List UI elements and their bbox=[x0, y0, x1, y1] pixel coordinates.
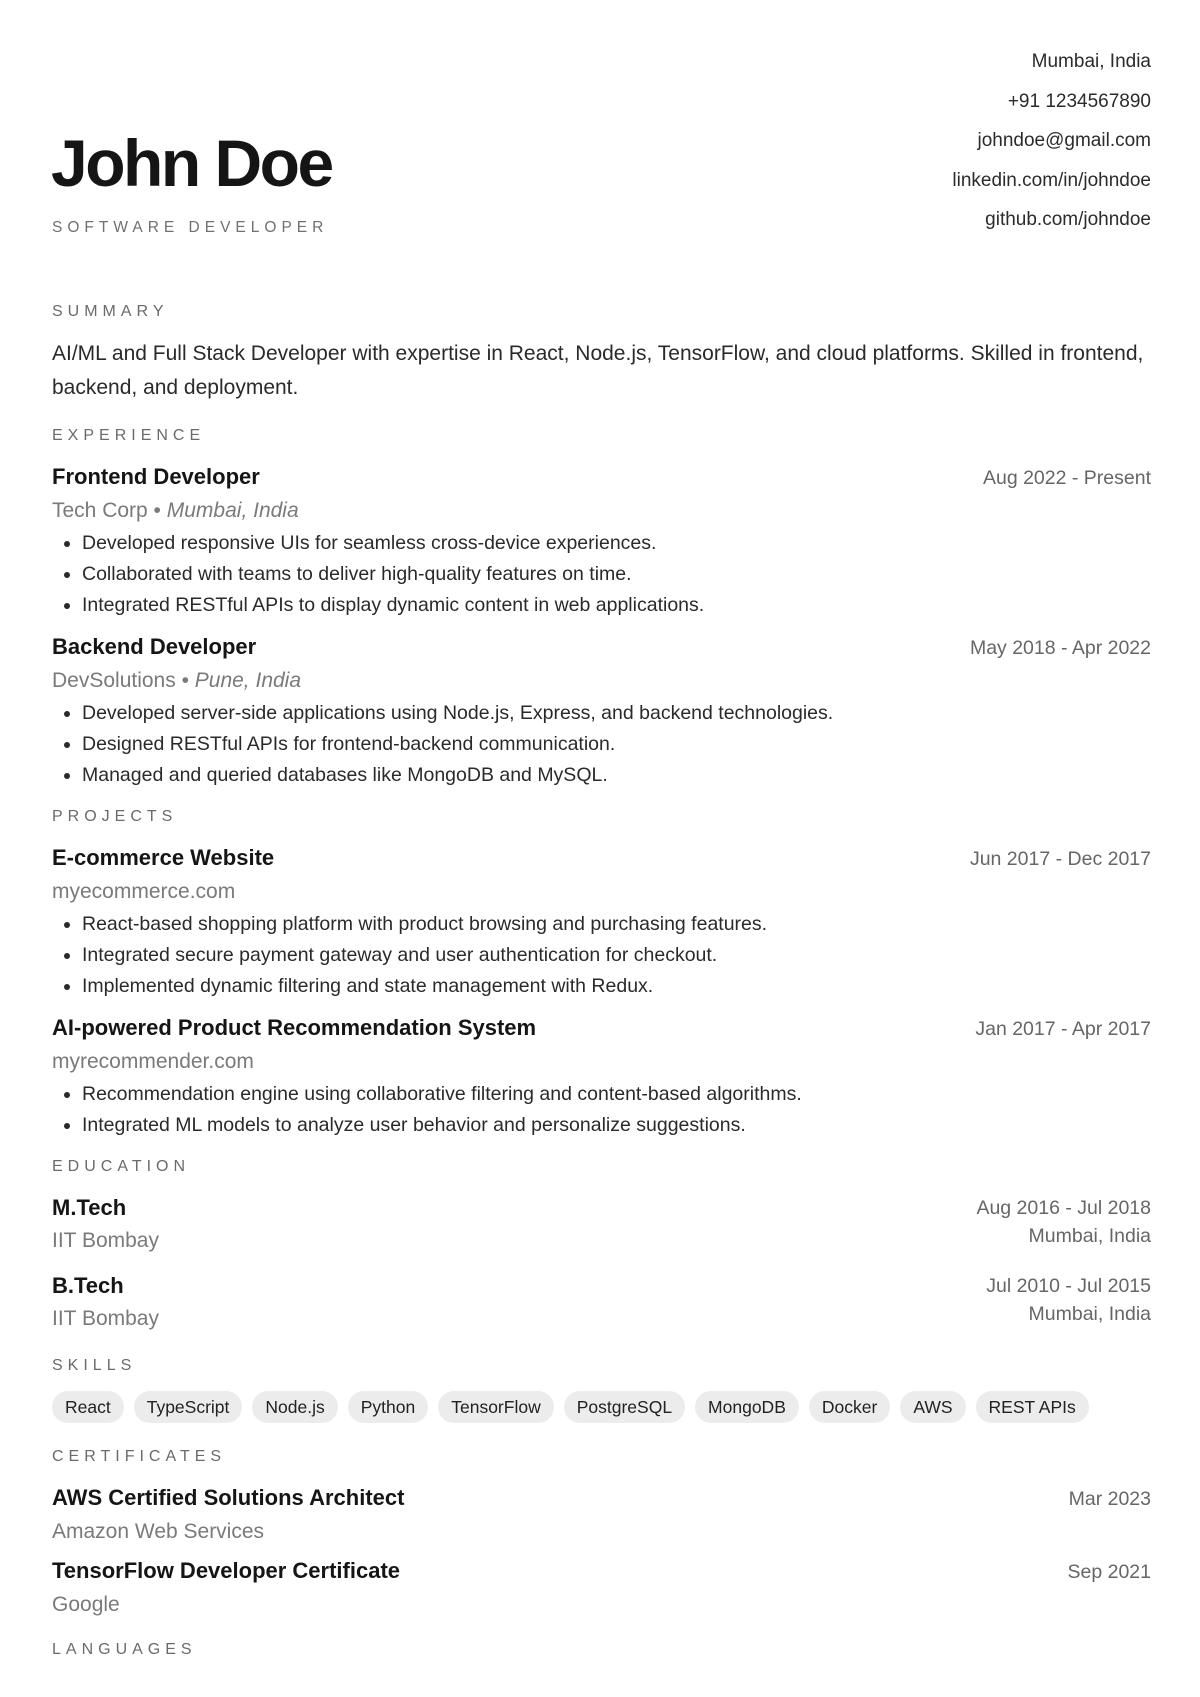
project-entry-header bbox=[52, 1012, 1151, 1045]
job-bullets bbox=[52, 528, 1151, 621]
project-name: AI-powered Product Recommendation System bbox=[52, 1015, 537, 1040]
projects-heading: PROJECTS bbox=[52, 808, 178, 825]
project-dates: Jun 2017 - Dec 2017 bbox=[969, 848, 1151, 870]
contact-github[interactable]: github.com/johndoe bbox=[985, 209, 1151, 230]
list-item: • Managed and queried databases like MongoDB and MySQL. bbox=[82, 760, 1151, 791]
project-url[interactable]: myrecommender.com bbox=[52, 1050, 254, 1073]
certificate-name: AWS Certified Solutions Architect bbox=[52, 1485, 405, 1510]
project-url[interactable]: myecommerce.com bbox=[52, 880, 236, 903]
skill-chip: REST APIs bbox=[976, 1391, 1089, 1423]
experience-entry bbox=[52, 461, 1151, 621]
summary-heading: SUMMARY bbox=[52, 303, 169, 320]
education-heading: EDUCATION bbox=[52, 1158, 191, 1175]
experience-entry bbox=[52, 631, 1151, 791]
skill-chip: TensorFlow bbox=[438, 1391, 553, 1423]
certificate-entry bbox=[52, 1482, 1151, 1549]
contact-location: Mumbai, India bbox=[1031, 51, 1151, 72]
list-item: • Integrated secure payment gateway and user authentication for checkout. bbox=[82, 940, 1151, 971]
job-location: Pune, India bbox=[194, 669, 302, 692]
resume-body bbox=[52, 300, 1151, 1675]
certificate-date: Sep 2021 bbox=[1067, 1561, 1151, 1583]
skill-chip: Python bbox=[348, 1391, 428, 1423]
certificate-issuer: Google bbox=[52, 1593, 120, 1616]
skill-chip: Node.js bbox=[252, 1391, 337, 1423]
contact-linkedin[interactable]: linkedin.com/in/johndoe bbox=[952, 169, 1151, 191]
list-item: • Implemented dynamic filtering and state management with Redux. bbox=[82, 971, 1151, 1002]
separator-dot: • bbox=[175, 669, 195, 692]
company-name: Tech Corp bbox=[52, 499, 148, 522]
job-company-line bbox=[52, 494, 1151, 528]
project-bullets bbox=[52, 1079, 1151, 1141]
summary-text: AI/ML and Full Stack Developer with expertise in React, Node.js, TensorFlow, and cloud platforms. Skilled in frontend, backend, and deployment. bbox=[52, 342, 1144, 399]
list-item: • Integrated ML models to analyze user behavior and personalize suggestions. bbox=[82, 1110, 1151, 1141]
skill-chip: AWS bbox=[900, 1391, 965, 1423]
certificate-issuer: Amazon Web Services bbox=[52, 1520, 265, 1543]
skills-heading: SKILLS bbox=[52, 1357, 137, 1374]
job-location: Mumbai, India bbox=[166, 499, 299, 522]
skill-chip: Docker bbox=[809, 1391, 890, 1423]
education-right bbox=[976, 1192, 1151, 1258]
education-dates: Jul 2010 - Jul 2015 bbox=[986, 1275, 1151, 1297]
list-item: • Developed server-side applications using Node.js, Express, and backend technologies. bbox=[82, 698, 1151, 729]
contact-phone: +91 1234567890 bbox=[1007, 90, 1151, 112]
project-name: E-commerce Website bbox=[52, 845, 275, 870]
certificate-header bbox=[52, 1555, 1151, 1588]
experience-entry-header bbox=[52, 631, 1151, 664]
company-name: DevSolutions bbox=[52, 669, 176, 692]
list-item: • Collaborated with teams to deliver high-quality features on time. bbox=[82, 559, 1151, 590]
skill-chip: React bbox=[52, 1391, 124, 1423]
certificate-entry bbox=[52, 1555, 1151, 1622]
education-location: Mumbai, India bbox=[1028, 1225, 1151, 1247]
list-item: • Designed RESTful APIs for frontend-backend communication. bbox=[82, 729, 1151, 760]
school-name: IIT Bombay bbox=[52, 1229, 159, 1252]
project-bullets bbox=[52, 909, 1151, 1002]
list-item: • React-based shopping platform with product browsing and purchasing features. bbox=[82, 909, 1151, 940]
contact-email[interactable]: johndoe@gmail.com bbox=[977, 130, 1151, 151]
project-entry bbox=[52, 1012, 1151, 1141]
certificate-name: TensorFlow Developer Certificate bbox=[52, 1558, 401, 1583]
experience-heading: EXPERIENCE bbox=[52, 427, 206, 444]
job-dates: Aug 2022 - Present bbox=[982, 467, 1151, 489]
list-item: • Recommendation engine using collaborative filtering and content-based algorithms. bbox=[82, 1079, 1151, 1110]
degree-name: M.Tech bbox=[52, 1195, 127, 1220]
education-entry bbox=[52, 1270, 1151, 1336]
skills-list bbox=[52, 1391, 1151, 1423]
job-bullets bbox=[52, 698, 1151, 791]
separator-dot: • bbox=[147, 499, 167, 522]
education-dates: Aug 2016 - Jul 2018 bbox=[976, 1197, 1151, 1219]
degree-name: B.Tech bbox=[52, 1273, 124, 1298]
certificate-date: Mar 2023 bbox=[1068, 1488, 1151, 1510]
project-entry-header bbox=[52, 842, 1151, 875]
project-dates: Jan 2017 - Apr 2017 bbox=[975, 1018, 1151, 1040]
education-entry bbox=[52, 1192, 1151, 1258]
list-item: • Integrated RESTful APIs to display dynamic content in web applications. bbox=[82, 590, 1151, 621]
person-name: John Doe bbox=[51, 126, 332, 200]
certificates-heading: CERTIFICATES bbox=[52, 1448, 227, 1465]
skill-chip: MongoDB bbox=[695, 1391, 799, 1423]
languages-heading: LANGUAGES bbox=[52, 1641, 197, 1658]
skill-chip: TypeScript bbox=[134, 1391, 243, 1423]
job-role: Frontend Developer bbox=[52, 464, 260, 489]
skill-chip: PostgreSQL bbox=[564, 1391, 685, 1423]
job-role: Backend Developer bbox=[52, 634, 257, 659]
certificate-header bbox=[52, 1482, 1151, 1515]
job-title: SOFTWARE DEVELOPER bbox=[52, 219, 329, 236]
project-entry bbox=[52, 842, 1151, 1002]
list-item: • Developed responsive UIs for seamless cross-device experiences. bbox=[82, 528, 1151, 559]
contact-block bbox=[952, 48, 1151, 246]
job-company-line bbox=[52, 664, 1151, 698]
school-name: IIT Bombay bbox=[52, 1307, 159, 1330]
education-right bbox=[986, 1270, 1151, 1336]
education-left bbox=[52, 1192, 159, 1258]
job-dates: May 2018 - Apr 2022 bbox=[969, 637, 1151, 659]
education-location: Mumbai, India bbox=[1028, 1303, 1151, 1325]
experience-entry-header bbox=[52, 461, 1151, 494]
education-left bbox=[52, 1270, 159, 1336]
